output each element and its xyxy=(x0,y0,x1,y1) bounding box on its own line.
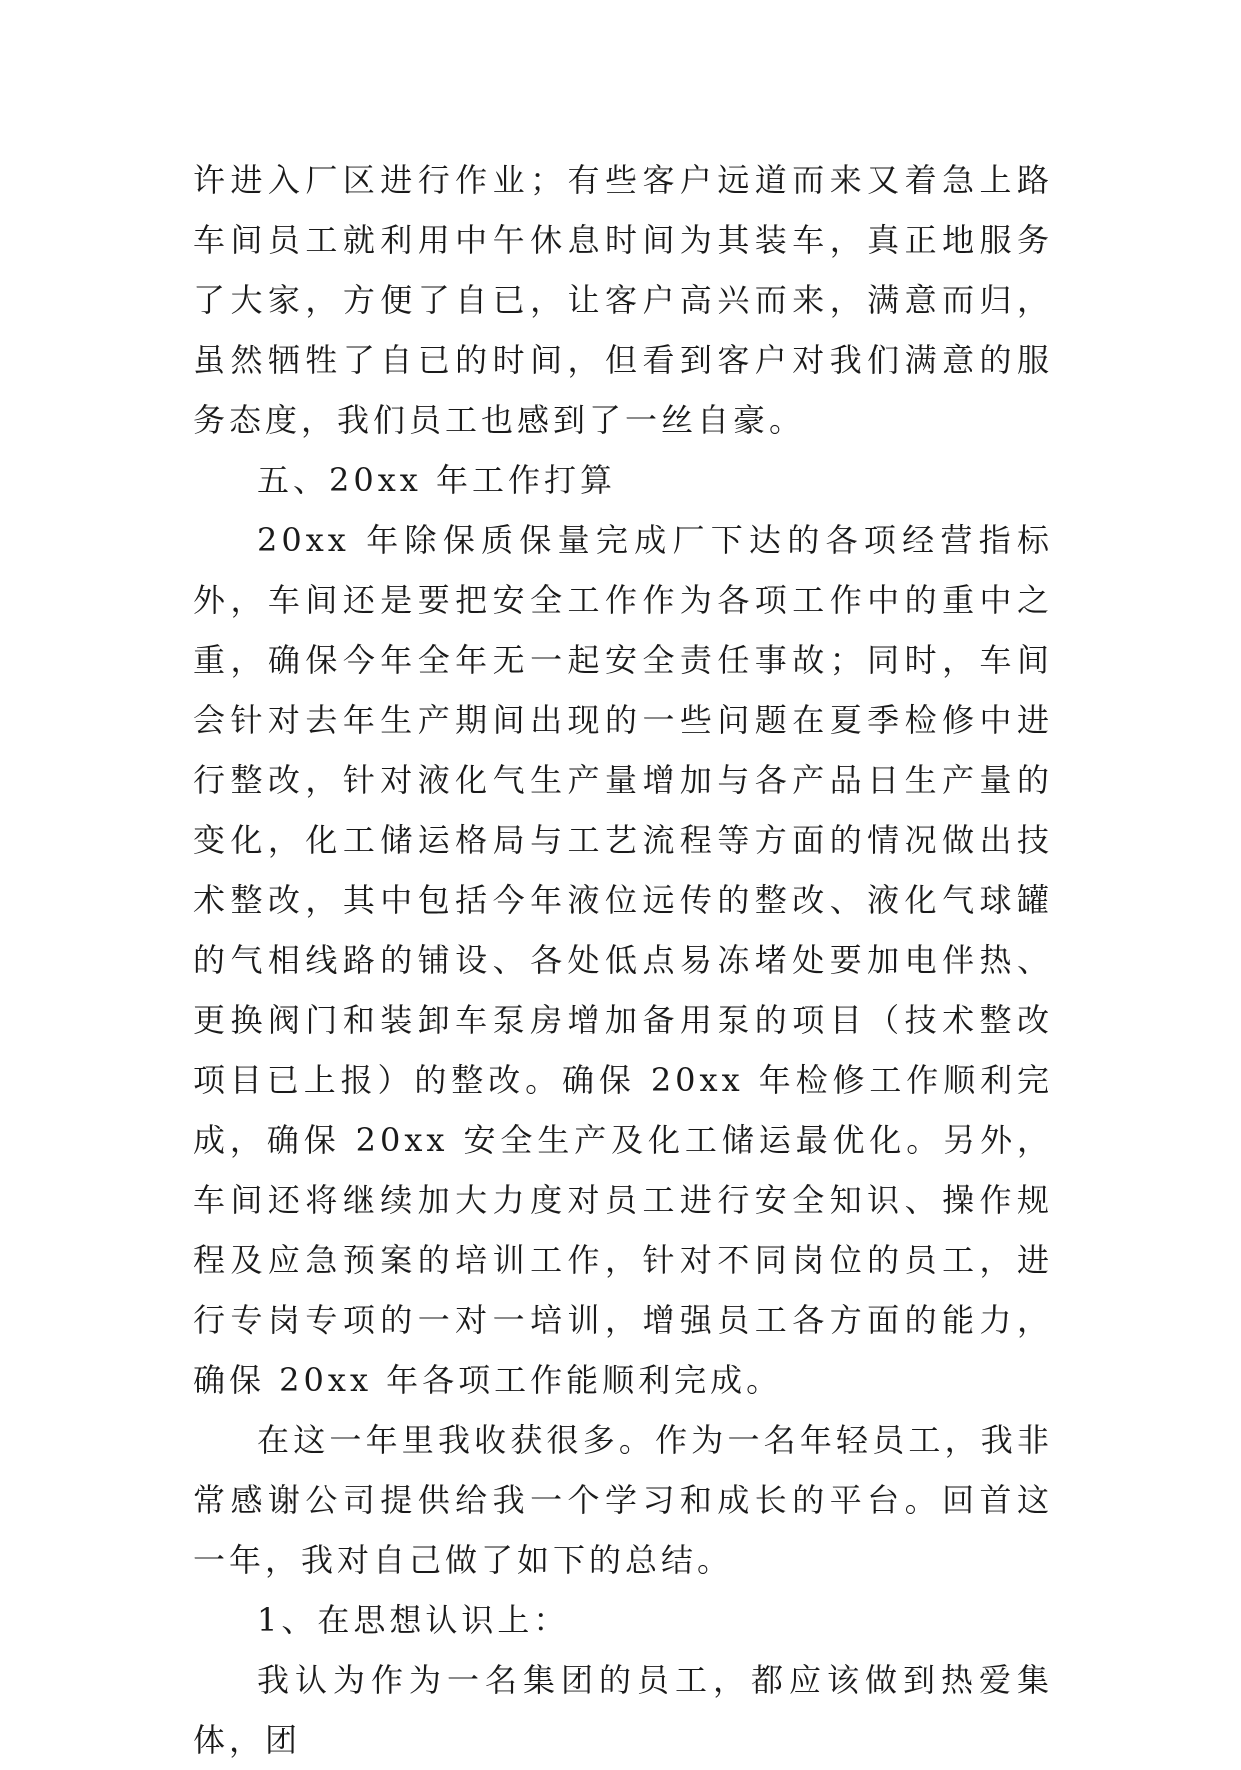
document-body xyxy=(193,150,1053,1770)
section-heading-work-plan: 五、20xx 年工作打算 xyxy=(257,461,616,499)
paragraph-thinking: 我认为作为一名集团的员工，都应该做到热爱集体，团 xyxy=(193,1661,1053,1759)
subheading-thinking: 1、在思想认识上： xyxy=(257,1601,570,1639)
paragraph-year-summary: 在这一年里我收获很多。作为一名年轻员工，我非常感谢公司提供给我一个学习和成长的平台。回首这一年，我对自己做了如下的总结。 xyxy=(193,1421,1053,1579)
paragraph-work-plan: 20xx 年除保质保量完成厂下达的各项经营指标外，车间还是要把安全工作作为各项工作中的重中之重，确保今年全年无一起安全责任事故；同时，车间会针对去年生产期间出现的一些问题在夏季检修中进行整改，针对液化气生产量增加与各产品日生产量的变化，化工储运格局与工艺流程等方面的情况做出技术整改，其中包括今年液位远传的整改、液化气球罐的气相线路的铺设、各处低点易冻堵处要加电伴热、更换阀门和装卸车泵房增加备用泵的项目（技术整改项目已上报）的整改。确保 20xx 年检修工作顺利完成，确保 20xx 安全生产及化工储运最优化。另外，车间还将继续加大力度对员工进行安全知识、操作规程及应急预案的培训工作，针对不同岗位的员工，进行专岗专项的一对一培训，增强员工各方面的能力，确保 20xx 年各项工作能顺利完成。 xyxy=(193,521,1053,1399)
paragraph-service-story: 许进入厂区进行作业；有些客户远道而来又着急上路车间员工就利用中午休息时间为其装车，真正地服务了大家，方便了自已，让客户高兴而来，满意而归，虽然牺牲了自已的时间，但看到客户对我们满意的服务态度，我们员工也感到了一丝自豪。 xyxy=(193,161,1053,439)
